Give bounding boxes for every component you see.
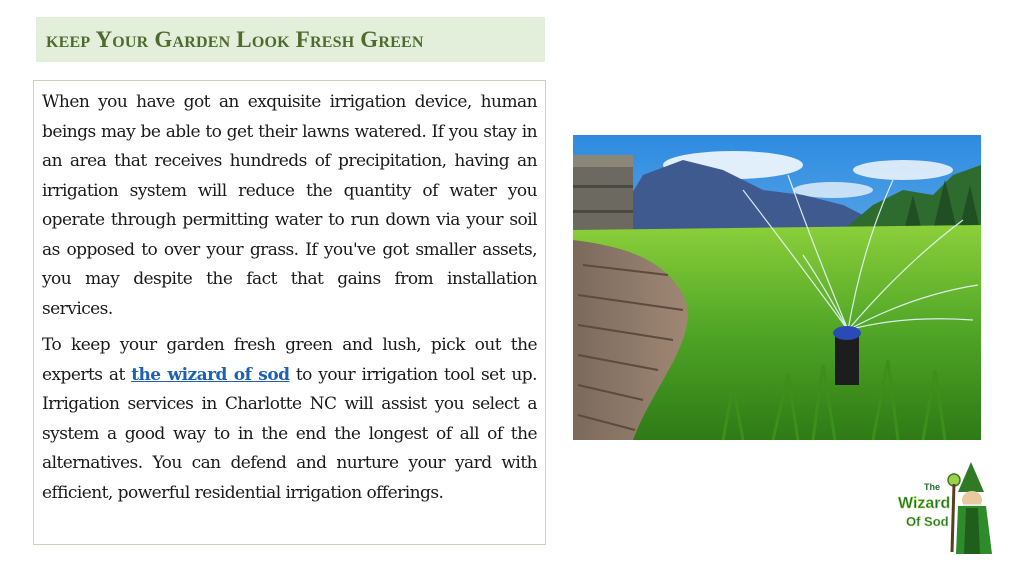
sprinkler-lawn-photo — [573, 135, 981, 440]
sprinkler-head — [835, 335, 859, 385]
logo-line-3: Of Sod — [906, 514, 949, 529]
paragraph-2 — [42, 331, 537, 508]
paragraph-2-after: to your irrigation tool set up. Irrigation services in Charlotte NC will assist you select a system a good way to in the end the longest of all of the alternatives. You can defend and nurture your yard with efficient, powerful residential irrigation offerings. — [42, 364, 537, 503]
page-title: keep Your Garden Look Fresh Green — [46, 26, 424, 52]
logo-line-1: The — [924, 482, 941, 492]
wizard-of-sod-logo — [896, 462, 996, 558]
paragraph-1: When you have got an exquisite irrigation device, human beings may be able to get their lawns watered. If you stay in an area that receives hundreds of precipitation, having an irrigation system will reduce the quantity of water you operate through permitting water to run down via your soil as opposed to over your grass. If you've got smaller assets, you may despite the fact that gains from installation services. — [42, 92, 537, 319]
logo-line-2: Wizard — [898, 495, 951, 512]
wizard-of-sod-link[interactable]: the wizard of sod — [131, 364, 290, 385]
title-banner — [36, 17, 545, 62]
content-box — [33, 80, 546, 545]
paragraph-2-before: To keep your garden fresh green and lush, pick out the experts at — [42, 335, 537, 385]
